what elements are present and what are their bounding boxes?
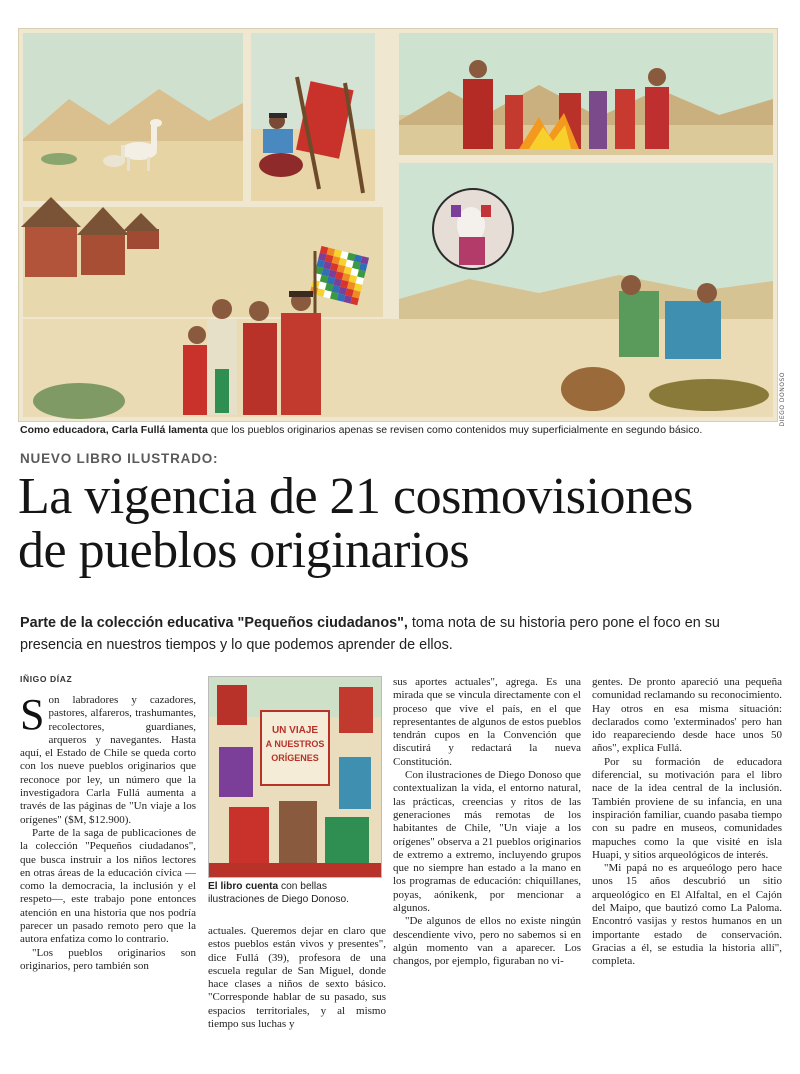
headline-line-1: La vigencia de 21 cosmovisiones bbox=[18, 468, 693, 525]
book-caption-rest: con bellas ilustraciones de Diego Donoso. bbox=[208, 881, 350, 905]
shrub bbox=[33, 383, 125, 419]
body-paragraph: Parte de la saga de publicaciones de la colección "Pequeños ciudadanos", que busca instruir a los niños lectores en otras áreas de la educación cívica —como la democracia, la inclusión y el respeto—, este trabajo pone entonces atención en una historia que nos podría parecer un pasado remoto pero que la autora enfatiza como lo contrario. bbox=[20, 826, 196, 946]
body-paragraph bbox=[20, 694, 196, 827]
body-paragraph: "Los pueblos originarios son originarios, pero también son bbox=[20, 946, 196, 972]
body-paragraph: actuales. Queremos dejar en claro que estos pueblos están vivos y presentes", dice Fullá (39), profesora de una escuela regular de San Miguel, donde hace clases a niños de sexto básico. "Corresponde hablar de su pasado, sus espacios territoriales, y al mismo tiempo sus luchas y bbox=[208, 925, 386, 1031]
body-column-4 bbox=[592, 676, 782, 1054]
cover-title-3: ORÍGENES bbox=[271, 753, 319, 763]
illustration-svg bbox=[19, 29, 777, 421]
lede-bold: Parte de la colección educativa "Pequeños ciudadanos", bbox=[20, 615, 408, 631]
body-paragraph: sus aportes actuales", agrega. Es una mirada que se vincula directamente con el proceso que vive el país, en el que representantes de algunos de estos pueblos tendrán cupos en la Convención que discutirá y redactará la nueva Constitución. bbox=[393, 676, 581, 768]
body-paragraph: "Mi papá no es arqueólogo pero hace unos 15 años descubrió un sitio arqueológico en El Alfaltal, en el Cajón del Maipo, que bautizó como La Paloma. Encontró vasijas y restos humanos en un importante estado de conservación. Gracias a él, se estudia la historia allí", completa. bbox=[592, 862, 782, 968]
headline bbox=[18, 470, 788, 578]
body-column-2 bbox=[208, 925, 386, 1055]
book-caption-lead: El libro cuenta bbox=[208, 881, 279, 892]
book-cover-svg bbox=[209, 677, 381, 877]
body-paragraph: Por su formación de educadora diferencial, su motivación para el libro nace de la idea central de la inclusión. También proviene de su infancia, en una inspiración familiar, cuando pasaba tiempo con su padre en museos, comunidades mapuches como la que visité en isla Huapi, y sitios arqueológicos de interés. bbox=[592, 755, 782, 861]
caption-lead: Como educadora, Carla Fullá lamenta bbox=[20, 424, 208, 436]
lede bbox=[20, 612, 780, 656]
byline: IÑIGO DÍAZ bbox=[20, 674, 73, 684]
drop-cap: S bbox=[20, 694, 45, 739]
article-illustration bbox=[18, 28, 778, 422]
illustration-caption bbox=[20, 424, 780, 436]
book-cover-image bbox=[208, 676, 382, 878]
headline-line-2: de pueblos originarios bbox=[18, 522, 470, 579]
body-text: on labradores y cazadores, pastores, alfareros, trashumantes, recolectores, guardianes, arqueros y navegantes. Hasta aquí, el Estado de Chile se queda corto con los nueve pueblos originarios que reconoce por ley, un número que la investigadora Carla Fullá aumenta a través de las páginas de "Un viaje a los orígenes" ($M, $12.900). bbox=[20, 694, 196, 826]
body-paragraph: "De algunos de ellos no existe ningún descendiente vivo, pero no sabemos si en algún momento van a aparecer. Los changos, por ejemplo, figuraban no vi- bbox=[393, 915, 581, 968]
kicker: NUEVO LIBRO ILUSTRADO: bbox=[20, 451, 219, 466]
body-paragraph: gentes. De pronto apareció una pequeña comunidad reclamando su reconocimiento. Hay otros en esa misma situación: declarados como 'exterminados' pero han ido reapareciendo desde hace unos 50 años", explica Fullá. bbox=[592, 676, 782, 755]
lede-rest: toma nota de su historia pero pone el foco en su presencia en nuestros tiempos y lo que podemos aprender de ellos. bbox=[20, 615, 720, 653]
book-caption bbox=[208, 880, 386, 906]
body-column-1 bbox=[20, 694, 196, 1054]
body-paragraph: Con ilustraciones de Diego Donoso que contextualizan la vida, el entorno natural, las prácticas, creencias y ritos de las generaciones más remotas de los habitantes de Chile, "Un viaje a los orígenes" observa a 21 pueblos originarios de extremo a extremo, incluyendo grupos que no siempre han estado a la mano en los programas de educación: chiquillanes, poyas, aónikenk, por mencionar a algunos. bbox=[393, 769, 581, 915]
photo-credit: DIEGO DONOSO bbox=[779, 372, 786, 427]
cover-title-1: UN VIAJE bbox=[271, 725, 319, 736]
body-column-3 bbox=[393, 676, 581, 1054]
cover-title-2: A NUESTROS bbox=[265, 739, 325, 749]
caption-rest: que los pueblos originarios apenas se revisen como contenidos muy superficialmente en segundo básico. bbox=[207, 424, 703, 436]
llama-portrait bbox=[433, 189, 513, 269]
